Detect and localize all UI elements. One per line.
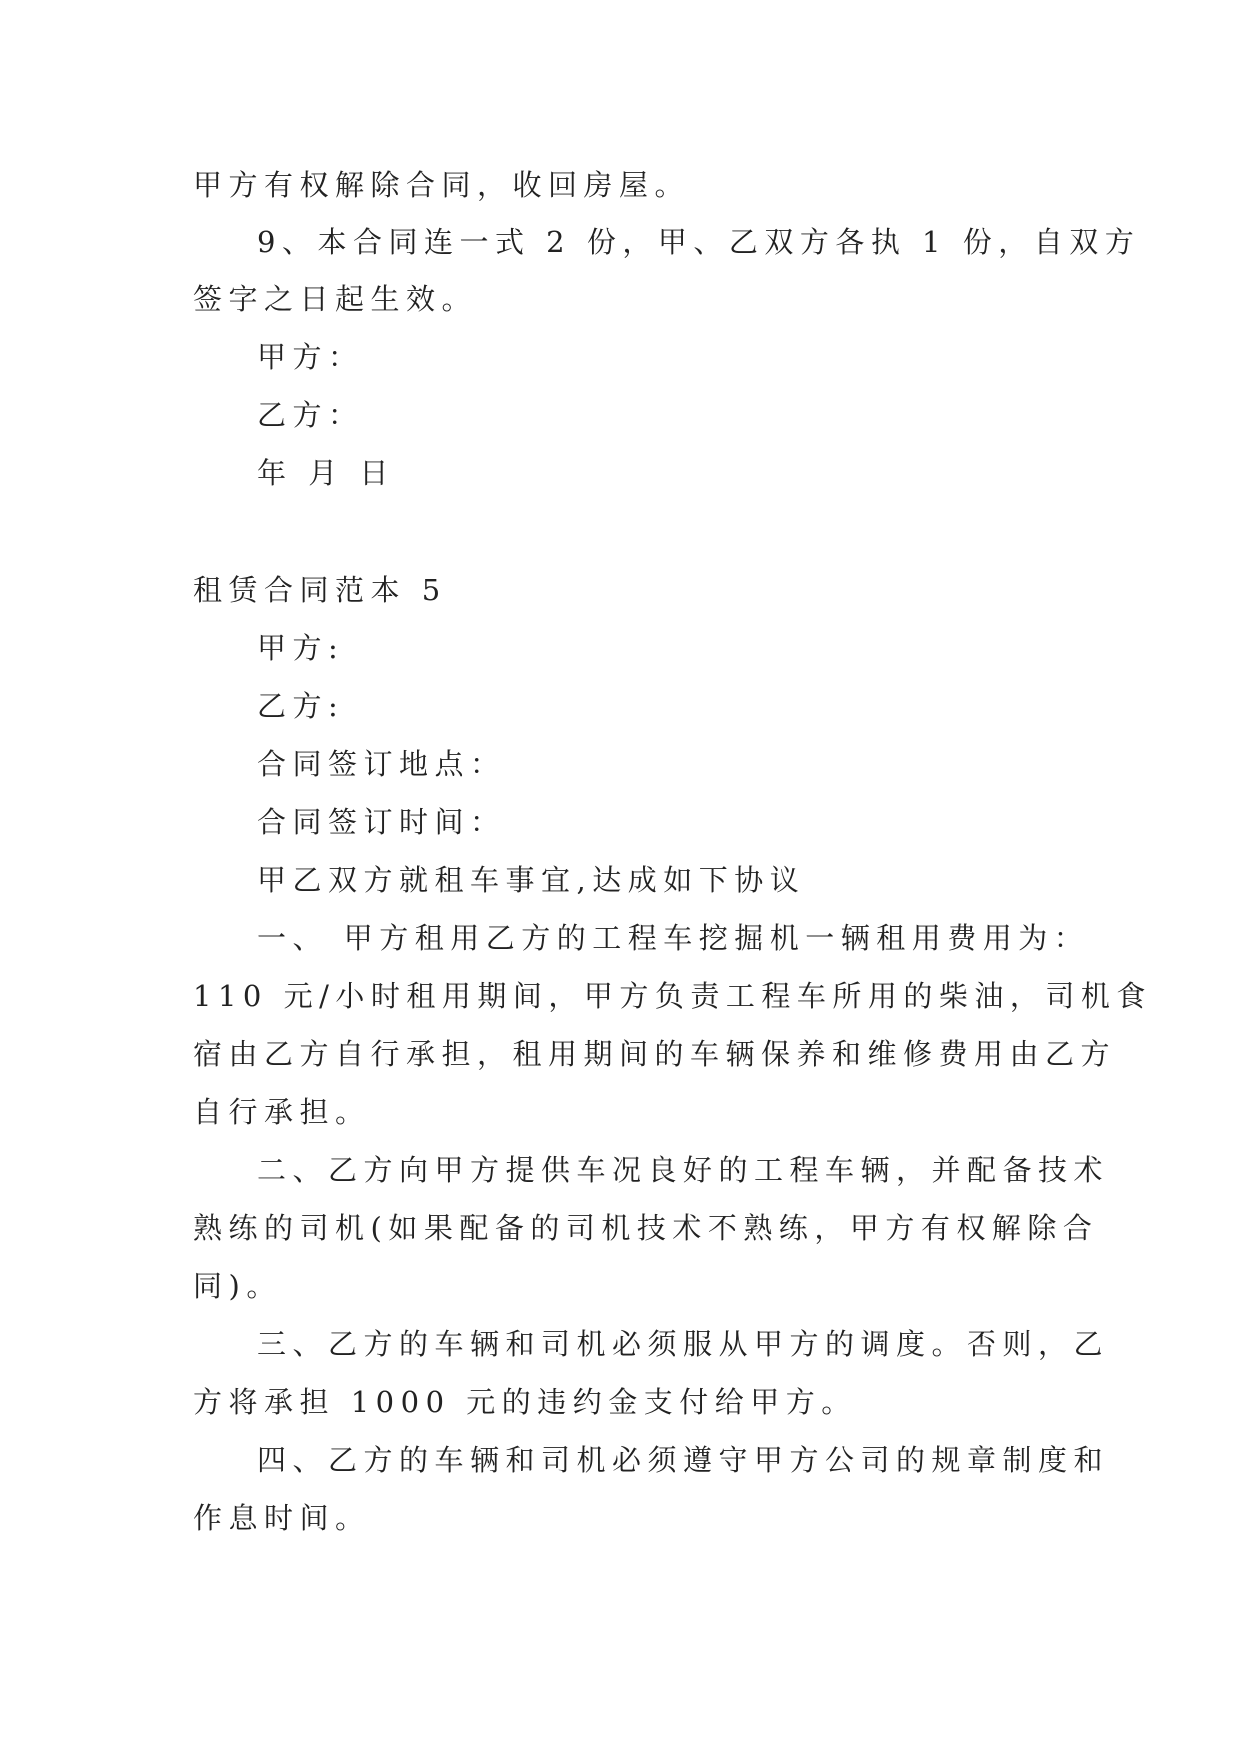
- clause-1-cont: 宿由乙方自行承担，租用期间的车辆保养和维修费用由乙方: [193, 1037, 1117, 1071]
- signature-date: 年 月 日: [257, 456, 395, 490]
- clause-3: 三、乙方的车辆和司机必须服从甲方的调度。否则，乙: [257, 1327, 1110, 1361]
- text-line: 甲方有权解除合同，收回房屋。: [193, 168, 691, 202]
- clause-4-cont: 作息时间。: [193, 1501, 371, 1535]
- signing-time-label: 合同签订时间：: [257, 805, 506, 839]
- clause-4: 四、乙方的车辆和司机必须遵守甲方公司的规章制度和: [257, 1443, 1110, 1477]
- clause-1: 一、 甲方租用乙方的工程车挖掘机一辆租用费用为：: [257, 921, 1090, 955]
- party-b-label: 乙方:: [257, 689, 345, 723]
- signature-party-a: 甲方：: [257, 340, 364, 374]
- clause-3-cont: 方将承担 1000 元的违约金支付给甲方。: [193, 1385, 857, 1419]
- clause-1-cont: 110 元/小时租用期间，甲方负责工程车所用的柴油，司机食: [193, 979, 1152, 1013]
- signing-place-label: 合同签订地点：: [257, 747, 506, 781]
- clause-2: 二、乙方向甲方提供车况良好的工程车辆，并配备技术: [257, 1153, 1110, 1187]
- text-line: 9、本合同连一式 2 份，甲、乙双方各执 1 份，自双方: [257, 225, 1141, 259]
- clause-1-cont: 自行承担。: [193, 1095, 371, 1129]
- text-line: 签字之日起生效。: [193, 282, 478, 316]
- party-a-label: 甲方:: [257, 631, 345, 665]
- section-title: 租赁合同范本 5: [193, 573, 447, 607]
- clause-2-cont: 同)。: [193, 1269, 282, 1303]
- agreement-intro: 甲乙双方就租车事宜,达成如下协议: [257, 863, 806, 897]
- clause-2-cont: 熟练的司机(如果配备的司机技术不熟练，甲方有权解除合: [193, 1211, 1099, 1245]
- signature-party-b: 乙方：: [257, 398, 364, 432]
